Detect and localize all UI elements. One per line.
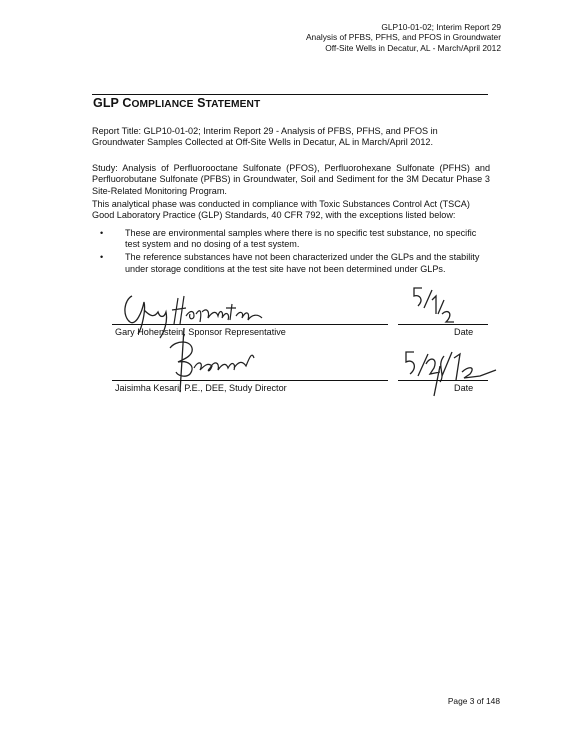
section-title: GLP COMPLIANCE STATEMENT xyxy=(93,96,261,110)
list-item xyxy=(92,228,490,250)
bullet-icon: • xyxy=(100,252,104,263)
study-director-signature-line xyxy=(112,380,388,381)
study-paragraph: Study: Analysis of Perfluorooctane Sulfonate (PFOS), Perfluorohexane Sulfonate (PFHS) and Perfluorobutane Sulfonate (PFBS) in Groundwater, Soil and Sediment for the 3M Decatur Phase 3 Site-Related Monitoring Program. xyxy=(92,163,490,196)
exception-text: These are environmental samples where there is no specific test substance, no specific test system and no dosing of a test system. xyxy=(125,228,477,250)
study-director-date-line xyxy=(398,380,488,381)
study-director-date-label: Date xyxy=(454,383,474,393)
header-line-1: GLP10-01-02; Interim Report 29 xyxy=(381,22,501,32)
sponsor-date-handwritten xyxy=(408,284,458,334)
title-rule xyxy=(92,94,488,95)
exception-text: The reference substances have not been characterized under the GLPs and the stability under storage conditions at the test site have not been determined under GLPs. xyxy=(125,252,480,274)
study-director-name-label: Jaisimha Kesari, P.E., DEE, Study Director xyxy=(115,383,287,393)
sponsor-name-label: Gary Hohenstein, Sponsor Representative xyxy=(115,327,286,337)
page-number: Page 3 of 148 xyxy=(447,696,500,706)
sponsor-date-line xyxy=(398,324,488,325)
running-header xyxy=(306,22,501,53)
sponsor-date-label: Date xyxy=(454,327,474,337)
sponsor-signature-line xyxy=(112,324,388,325)
study-director-date-handwritten xyxy=(404,346,500,398)
compliance-paragraph: This analytical phase was conducted in compliance with Toxic Substances Control Act (TSCA) Good Laboratory Practice (GLP) Standards, 40 CFR 792, with the exceptions listed below: xyxy=(92,199,470,221)
exceptions-list xyxy=(92,228,490,277)
header-line-3: Off-Site Wells in Decatur, AL - March/April 2012 xyxy=(325,42,501,53)
list-item xyxy=(92,252,490,274)
bullet-icon: • xyxy=(100,228,104,238)
header-line-2: Analysis of PFBS, PFHS, and PFOS in Groundwater xyxy=(305,32,501,43)
report-title-paragraph: Report Title: GLP10-01-02; Interim Report 29 - Analysis of PFBS, PFHS, and PFOS in Groundwater Samples Collected at Off-Site Wells in Decatur, AL in March/April 2012. xyxy=(92,126,438,148)
